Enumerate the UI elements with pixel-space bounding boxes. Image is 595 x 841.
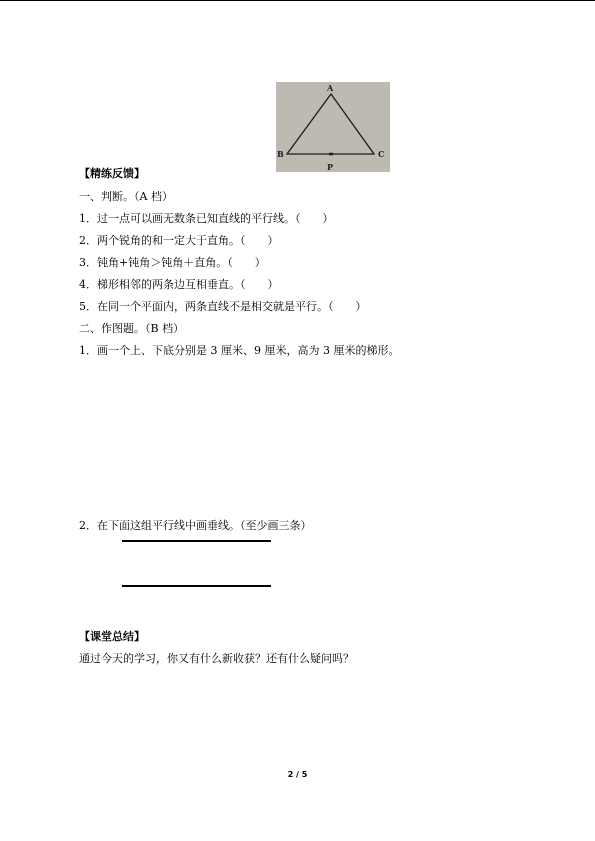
triangle-figure [276,82,390,172]
question-5: 5．在同一个平面内，两条直线不是相交就是平行。（ ） [79,300,367,313]
summary-heading: 【课堂总结】 [79,630,145,643]
question-1: 1．过一点可以画无数条已知直线的平行线。（ ） [79,212,334,225]
vertex-label-b: B [277,149,284,159]
question-4: 4．梯形相邻的两条边互相垂直。（ ） [79,278,279,291]
point-label-p: P [327,162,334,172]
feedback-heading: 【精练反馈】 [79,167,145,180]
parallel-line-bottom [122,585,271,587]
page-number: 2 / 5 [287,770,308,779]
part1-title: 一、判断。（A 档） [79,190,173,203]
parallel-line-top [122,540,271,542]
vertex-label-c: C [378,149,385,159]
drawing-task-2: 2．在下面这组平行线中画垂线。（至少画三条） [79,519,312,532]
part2-title: 二、作图题。（B 档） [79,322,185,335]
question-2: 2．两个锐角的和一定大于直角。（ ） [79,234,279,247]
header-rule [0,0,595,1]
drawing-task-1: 1．画一个上、下底分别是 3 厘米、9 厘米，高为 3 厘米的梯形。 [79,344,400,357]
summary-prompt: 通过今天的学习，你又有什么新收获？还有什么疑问吗？ [79,652,354,665]
question-3: 3．钝角+钝角＞钝角＋直角。（ ） [79,256,266,269]
vertex-label-a: A [327,83,334,93]
photo-background [276,82,390,172]
